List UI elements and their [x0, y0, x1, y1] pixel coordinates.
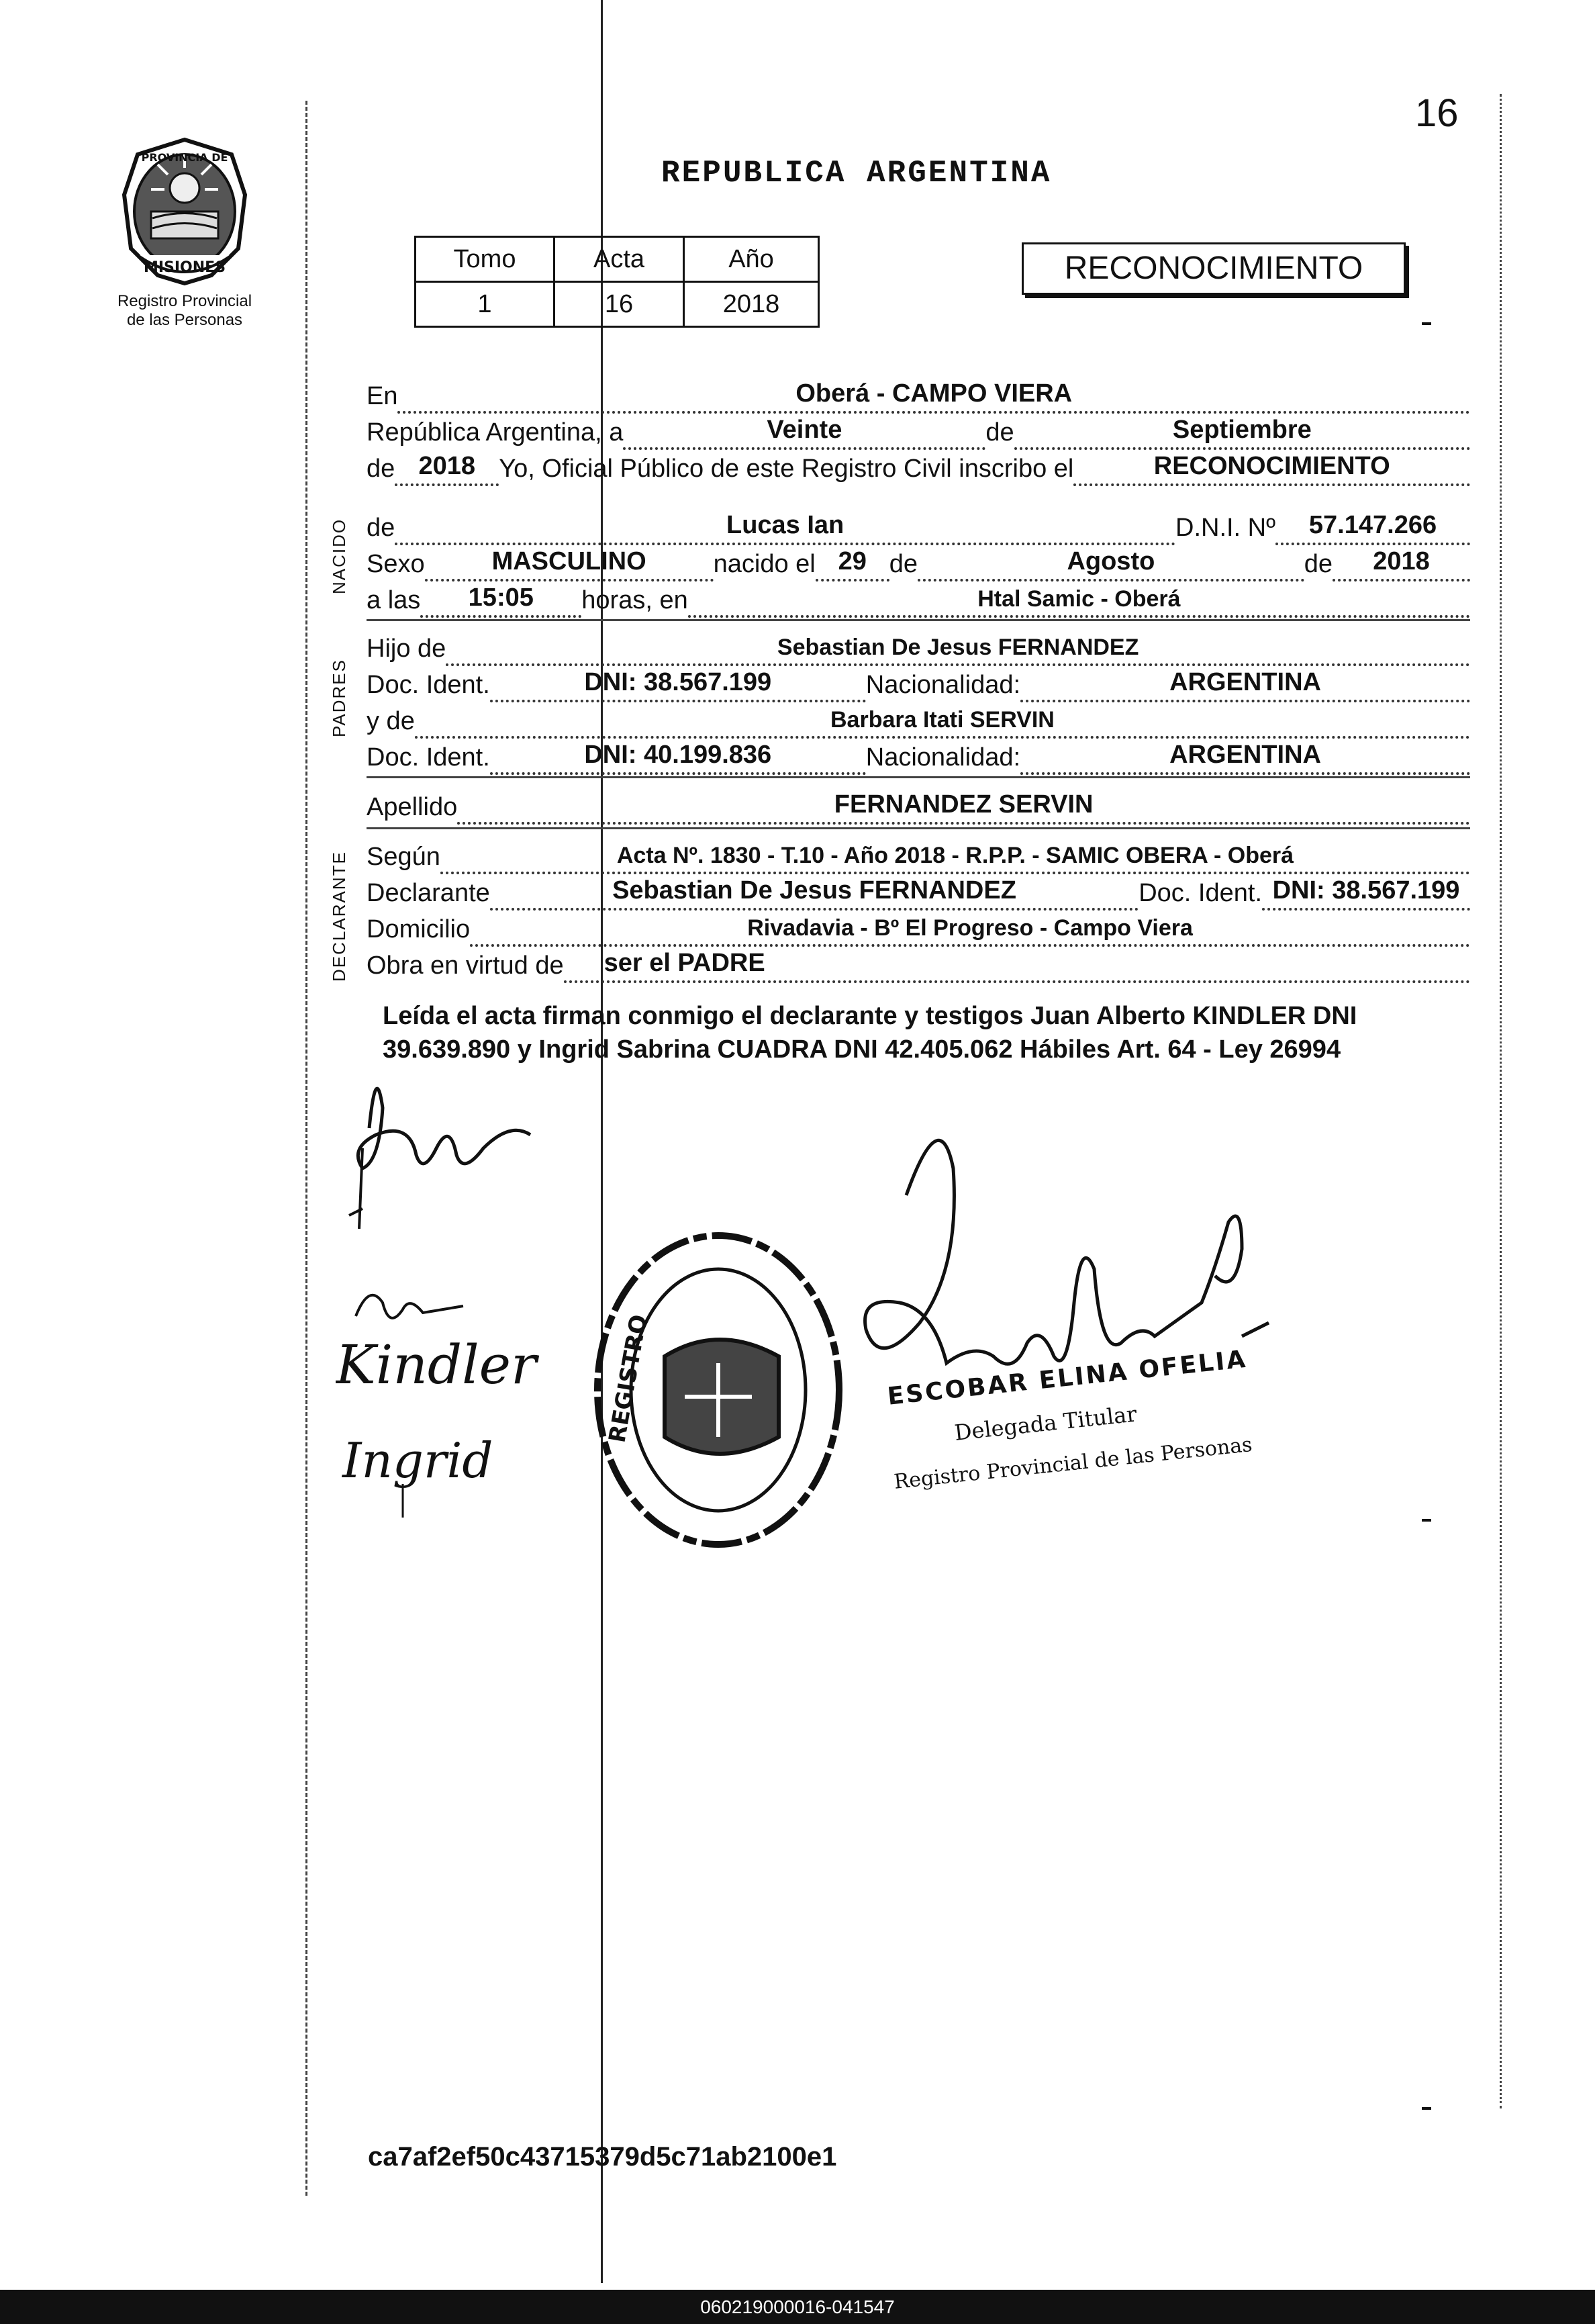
document-hash: ca7af2ef50c43715379d5c71ab2100e1: [368, 2142, 837, 2172]
child-name: Lucas Ian: [726, 511, 844, 539]
declarant-fill: [490, 876, 1139, 911]
de2-label: de: [367, 455, 395, 483]
witness-signature-1: Kindler: [336, 1334, 537, 1396]
segun-label: Según: [367, 843, 440, 871]
domicilio-line: [367, 909, 1470, 947]
testimony-text: Leída el acta firman conmigo el declarante y testigos Juan Alberto KINDLER DNI 39.639.890 y Ingrid Sabrina CUADRA DNI 42.405.062 Hábiles Art. 64 - Ley 26994: [383, 1002, 1357, 1064]
place-fill: [397, 379, 1470, 414]
birth-time-line: [367, 580, 1470, 618]
mother-line: [367, 701, 1470, 739]
child-de-label: de: [367, 514, 395, 542]
act-fill: [1073, 451, 1470, 486]
page-number: 16: [1415, 91, 1459, 135]
act-value: RECONOCIMIENTO: [1153, 452, 1390, 480]
divider-1: [367, 619, 1470, 621]
a-las-label: a las: [367, 586, 421, 614]
birth-year: 2018: [1373, 547, 1430, 575]
declarant-line: [367, 873, 1470, 911]
father-nat-label: Nacionalidad:: [865, 671, 1021, 699]
sex-birth-line: [367, 544, 1470, 582]
side-label-declarante: DECLARANTE: [329, 851, 349, 982]
domicilio-fill: [470, 912, 1470, 947]
mother-doc-fill: [490, 740, 866, 775]
date-line: [367, 412, 1470, 450]
mother-doc-label: Doc. Ident.: [367, 743, 490, 772]
registry-crest: [101, 134, 269, 330]
official-signature-icon: [865, 1140, 1242, 1364]
right-margin-line: [1500, 94, 1502, 2108]
witness-signature-2: Ingrid: [342, 1432, 493, 1489]
signature-dash-icon: [1242, 1323, 1269, 1336]
stamp-line-2: Delegada Titular: [953, 1401, 1139, 1446]
declarant-doc-label: Doc. Ident.: [1139, 879, 1262, 907]
birth-month-fill: [918, 547, 1304, 582]
child-name-fill: [395, 510, 1175, 545]
father-doc: DNI: 38.567.199: [584, 668, 772, 696]
birth-place-fill: [688, 583, 1470, 618]
statement-line: [367, 449, 1470, 486]
statement-text: Yo, Oficial Público de este Registro Civil inscribo el: [499, 455, 1074, 483]
dash-mark-2: [1422, 1519, 1431, 1522]
declarante-label: Declarante: [367, 879, 490, 907]
mother-doc-line: [367, 737, 1470, 775]
hijo-de-label: Hijo de: [367, 635, 446, 663]
domicilio-value: Rivadavia - Bº El Progreso - Campo Viera: [747, 915, 1193, 941]
day-fill: [623, 415, 985, 450]
child-dni-fill: [1275, 510, 1470, 545]
registry-caption-2: de las Personas: [126, 311, 243, 329]
mother-name: Barbara Itati SERVIN: [830, 707, 1055, 733]
apellido-label: Apellido: [367, 793, 458, 821]
birth-day-fill: [816, 547, 889, 582]
country-label: República Argentina, a: [367, 418, 624, 447]
place-line: [367, 376, 1470, 414]
declarant-doc: DNI: 38.567.199: [1272, 876, 1460, 904]
nacido-el-label: nacido el: [713, 550, 816, 578]
surname-fill: [457, 790, 1470, 825]
left-margin-line: [305, 101, 307, 2196]
stamp-line-1: ESCOBAR ELINA OFELIA: [886, 1345, 1249, 1411]
surname-line: [367, 787, 1470, 825]
document-title: REPUBLICA ARGENTINA: [661, 156, 1052, 191]
center-fold-line: [601, 0, 603, 2283]
header-anio: Año: [684, 237, 819, 282]
divider-3: [367, 827, 1470, 829]
place-value: Oberá - CAMPO VIERA: [795, 379, 1073, 408]
birth-place: Htal Samic - Oberá: [977, 586, 1181, 612]
obra-label: Obra en virtud de: [367, 951, 564, 980]
value-acta: 16: [554, 282, 684, 327]
sexo-label: Sexo: [367, 550, 425, 578]
obra-fill: [564, 948, 1470, 983]
segun-line: [367, 837, 1470, 874]
header-tomo: Tomo: [416, 237, 554, 282]
declarant-signature-icon: [358, 1088, 530, 1168]
footer-code: 060219000016-041547: [0, 2290, 1595, 2324]
stamp-line-3: Registro Provincial de las Personas: [893, 1432, 1254, 1494]
declarant-doc-fill: [1262, 876, 1470, 911]
father-fill: [446, 631, 1470, 666]
dash-mark-3: [1422, 2107, 1431, 2110]
signatures-left: [336, 1048, 577, 1531]
father-nationality: ARGENTINA: [1169, 668, 1321, 696]
seal-text: REGISTRO: [603, 1312, 653, 1445]
de-label: de: [985, 418, 1014, 447]
sexo-fill: [425, 547, 714, 582]
y-de-label: y de: [367, 707, 415, 735]
province-crest-icon: [111, 134, 258, 289]
obra-line: [367, 945, 1470, 983]
side-label-nacido: NACIDO: [329, 518, 349, 594]
segun-fill: [440, 839, 1470, 874]
value-tomo: 1: [416, 282, 554, 327]
crest-top-text: PROVINCIA DE: [141, 151, 228, 164]
father-line: [367, 629, 1470, 666]
declarant-name: Sebastian De Jesus FERNANDEZ: [612, 876, 1016, 904]
dni-label: D.N.I. Nº: [1175, 514, 1275, 542]
birth-day: 29: [838, 547, 867, 575]
registry-caption-1: Registro Provincial: [117, 292, 252, 310]
mother-fill: [415, 704, 1470, 739]
month-value: Septiembre: [1172, 416, 1312, 444]
obra-value: ser el PADRE: [603, 949, 765, 977]
header-acta: Acta: [554, 237, 684, 282]
birth-month: Agosto: [1067, 547, 1155, 575]
child-dni: 57.147.266: [1308, 511, 1437, 539]
father-doc-fill: [490, 667, 866, 702]
mother-nationality: ARGENTINA: [1169, 741, 1321, 769]
mother-doc: DNI: 40.199.836: [584, 741, 772, 769]
witness-initial-signature-icon: [356, 1295, 463, 1318]
day-value: Veinte: [767, 416, 842, 444]
father-doc-label: Doc. Ident.: [367, 671, 490, 699]
father-name: Sebastian De Jesus FERNANDEZ: [777, 635, 1139, 660]
mother-nat-label: Nacionalidad:: [865, 743, 1021, 772]
dash-mark: [1422, 322, 1431, 325]
year-value: 2018: [418, 452, 476, 480]
month-fill: [1014, 415, 1470, 450]
father-doc-line: [367, 665, 1470, 702]
father-nat-fill: [1020, 667, 1470, 702]
place-label: En: [367, 382, 398, 410]
birth-de2-label: de: [1304, 550, 1333, 578]
mother-nat-fill: [1020, 740, 1470, 775]
value-anio: 2018: [684, 282, 819, 327]
divider-2: [367, 776, 1470, 778]
sexo-value: MASCULINO: [491, 547, 646, 575]
record-number-table: [414, 236, 820, 328]
signature-stroke-icon: [349, 1148, 362, 1229]
year-fill: [395, 451, 499, 486]
segun-value: Acta Nº. 1830 - T.10 - Año 2018 - R.P.P. - SAMIC OBERA - Oberá: [616, 843, 1294, 868]
horas-label: horas, en: [581, 586, 688, 614]
side-label-padres: PADRES: [329, 659, 349, 737]
official-seal: [577, 1222, 859, 1571]
child-name-line: [367, 508, 1470, 545]
domicilio-label: Domicilio: [367, 915, 471, 943]
birth-time: 15:05: [468, 584, 534, 612]
birth-de-label: de: [889, 550, 918, 578]
birth-year-fill: [1333, 547, 1470, 582]
surname-value: FERNANDEZ SERVIN: [834, 790, 1094, 819]
crest-bottom-text: MISIONES: [143, 259, 226, 276]
act-type-box: RECONOCIMIENTO: [1022, 242, 1406, 295]
time-fill: [420, 583, 581, 618]
